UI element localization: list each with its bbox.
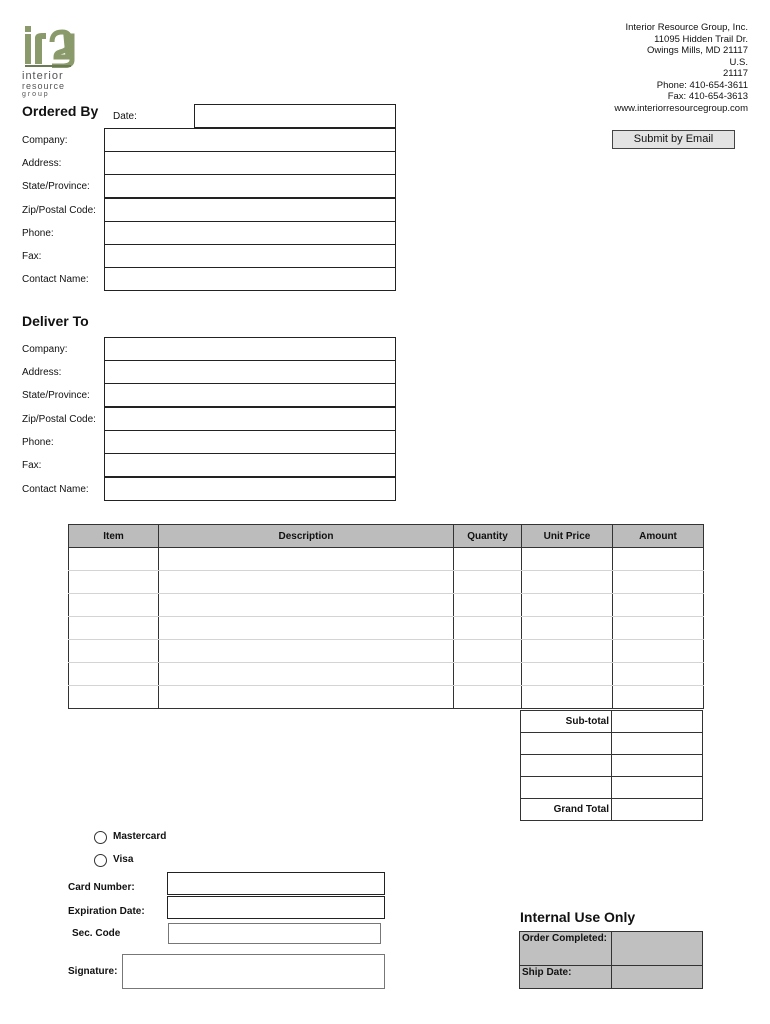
deliver-phone-field[interactable] (104, 430, 396, 454)
extra-label-3[interactable] (521, 777, 612, 799)
description-cell[interactable] (159, 571, 454, 594)
order-completed-label: Order Completed: (520, 932, 612, 966)
deliver-company-field[interactable] (104, 337, 396, 361)
totals-table (520, 710, 703, 821)
ship-date-row (520, 966, 703, 989)
ordered-zip-label: Zip/Postal Code: (22, 205, 96, 216)
item-cell[interactable] (69, 686, 159, 709)
ordered-address-field[interactable] (104, 151, 396, 175)
unit-price-cell[interactable] (522, 663, 613, 686)
sec-code-label: Sec. Code (72, 928, 121, 939)
expiration-date-label: Expiration Date: (68, 906, 145, 917)
table-row (69, 594, 704, 617)
visa-label: Visa (113, 854, 134, 865)
table-row (69, 686, 704, 709)
subtotal-field[interactable] (612, 711, 703, 733)
unit-price-cell[interactable] (522, 617, 613, 640)
amount-cell[interactable] (613, 571, 704, 594)
item-cell[interactable] (69, 594, 159, 617)
logo-line-2: resource (22, 81, 66, 91)
unit-price-cell[interactable] (522, 571, 613, 594)
item-cell[interactable] (69, 617, 159, 640)
company-website: www.interiorresourcegroup.com (614, 102, 748, 114)
signature-label: Signature: (68, 966, 118, 977)
amount-cell[interactable] (613, 640, 704, 663)
ordered-fax-label: Fax: (22, 251, 42, 262)
extra-label-1[interactable] (521, 733, 612, 755)
deliver-zip-label: Zip/Postal Code: (22, 414, 96, 425)
quantity-cell[interactable] (454, 617, 522, 640)
item-cell[interactable] (69, 663, 159, 686)
header-quantity: Quantity (454, 525, 522, 548)
amount-cell[interactable] (613, 617, 704, 640)
item-cell[interactable] (69, 548, 159, 571)
deliver-fax-field[interactable] (104, 453, 396, 477)
logo-line-1: interior (22, 70, 64, 82)
logo-line-3: g r o u p (22, 91, 48, 98)
sec-code-field[interactable] (168, 923, 381, 944)
signature-field[interactable] (122, 954, 385, 989)
table-row (69, 617, 704, 640)
extra-field-2[interactable] (612, 755, 703, 777)
quantity-cell[interactable] (454, 571, 522, 594)
extra-field-1[interactable] (612, 733, 703, 755)
ship-date-label: Ship Date: (520, 966, 612, 989)
expiration-date-field[interactable] (167, 896, 385, 919)
quantity-cell[interactable] (454, 548, 522, 571)
description-cell[interactable] (159, 640, 454, 663)
description-cell[interactable] (159, 663, 454, 686)
grand-total-label: Grand Total (521, 799, 612, 821)
date-field[interactable] (194, 104, 396, 128)
header-item: Item (69, 525, 159, 548)
company-zip: 21117 (722, 68, 748, 79)
header-description: Description (159, 525, 454, 548)
total-row (521, 777, 703, 799)
amount-cell[interactable] (613, 686, 704, 709)
deliver-company-label: Company: (22, 344, 68, 355)
amount-cell[interactable] (613, 548, 704, 571)
deliver-fax-label: Fax: (22, 460, 42, 471)
mastercard-label: Mastercard (113, 831, 167, 842)
subtotal-label: Sub-total (521, 711, 612, 733)
ship-date-field[interactable] (612, 966, 703, 989)
grand-total-field[interactable] (612, 799, 703, 821)
unit-price-cell[interactable] (522, 594, 613, 617)
deliver-state-field[interactable] (104, 383, 396, 407)
ordered-zip-field[interactable] (104, 198, 396, 222)
company-phone: Phone: 410-654-3611 (656, 79, 748, 91)
deliver-to-heading: Deliver To (22, 313, 89, 329)
total-row (521, 755, 703, 777)
table-row (69, 571, 704, 594)
ordered-address-label: Address: (22, 158, 62, 169)
item-cell[interactable] (69, 640, 159, 663)
ordered-fax-field[interactable] (104, 244, 396, 268)
mastercard-radio[interactable] (94, 831, 107, 844)
unit-price-cell[interactable] (522, 548, 613, 571)
amount-cell[interactable] (613, 594, 704, 617)
company-country: U.S. (729, 56, 748, 68)
grand-total-row (521, 799, 703, 821)
deliver-phone-label: Phone: (22, 437, 54, 448)
description-cell[interactable] (159, 686, 454, 709)
date-label: Date: (113, 111, 137, 122)
deliver-state-label: State/Province: (22, 390, 90, 401)
extra-label-2[interactable] (521, 755, 612, 777)
company-address (614, 22, 748, 114)
ordered-company-label: Company: (22, 135, 68, 146)
unit-price-cell[interactable] (522, 686, 613, 709)
description-cell[interactable] (159, 617, 454, 640)
amount-cell[interactable] (613, 663, 704, 686)
deliver-zip-field[interactable] (104, 407, 396, 431)
header-unit-price: Unit Price (522, 525, 613, 548)
ordered-phone-field[interactable] (104, 221, 396, 245)
item-cell[interactable] (69, 571, 159, 594)
header-amount: Amount (613, 525, 704, 548)
subtotal-row (521, 711, 703, 733)
ordered-company-field[interactable] (104, 128, 396, 152)
company-city: Owings Mills, MD 21117 (646, 45, 748, 56)
ordered-state-field[interactable] (104, 174, 396, 198)
table-row (69, 663, 704, 686)
company-name: Interior Resource Group, Inc. (625, 22, 748, 33)
description-cell[interactable] (159, 594, 454, 617)
logo-mark-icon (22, 24, 82, 68)
description-cell[interactable] (159, 548, 454, 571)
deliver-contact-label: Contact Name: (22, 484, 89, 495)
ordered-state-label: State/Province: (22, 181, 90, 192)
unit-price-cell[interactable] (522, 640, 613, 663)
ordered-contact-field[interactable] (104, 267, 396, 291)
card-number-label: Card Number: (68, 882, 135, 893)
table-row (69, 548, 704, 571)
quantity-cell[interactable] (454, 686, 522, 709)
card-number-field[interactable] (167, 872, 385, 895)
ordered-contact-label: Contact Name: (22, 274, 89, 285)
deliver-contact-field[interactable] (104, 477, 396, 501)
total-row (521, 733, 703, 755)
ordered-phone-label: Phone: (22, 228, 54, 239)
extra-field-3[interactable] (612, 777, 703, 799)
company-street: 11095 Hidden Trail Dr. (654, 33, 748, 45)
visa-radio[interactable] (94, 854, 107, 867)
quantity-cell[interactable] (454, 594, 522, 617)
order-completed-field[interactable] (612, 932, 703, 966)
internal-use-heading: Internal Use Only (520, 909, 636, 925)
table-row (69, 640, 704, 663)
ordered-by-heading: Ordered By (22, 103, 99, 119)
order-completed-row (520, 932, 703, 966)
quantity-cell[interactable] (454, 663, 522, 686)
deliver-address-field[interactable] (104, 360, 396, 384)
submit-by-email-button[interactable]: Submit by Email (612, 130, 735, 149)
items-table (68, 524, 704, 709)
company-logo (22, 24, 82, 104)
items-header-row (69, 525, 704, 548)
internal-use-table (519, 931, 703, 989)
deliver-address-label: Address: (22, 367, 62, 378)
company-fax: Fax: 410-654-3613 (667, 91, 748, 102)
quantity-cell[interactable] (454, 640, 522, 663)
